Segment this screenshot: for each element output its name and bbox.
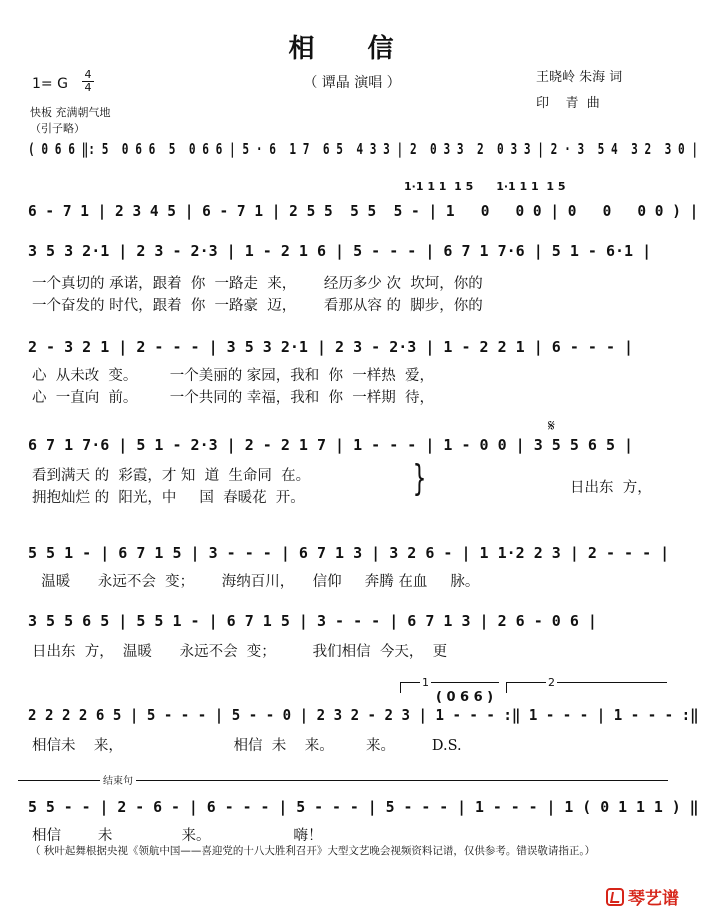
ending-label: 结束句 <box>100 772 136 787</box>
volta-second-label: 2 <box>548 676 555 689</box>
lyric-line-7: 日出东 方， 温暖 永远不会 变； 我们相信 今天， 更 <box>32 644 448 660</box>
lyric-line-4a: 心 从未改 变。 一个美丽的 家园，我和 你 一样热 爱， <box>32 368 434 384</box>
site-watermark <box>606 884 679 909</box>
volta-second-bracket <box>506 682 667 693</box>
key-signature: 1= G <box>32 76 68 92</box>
song-title: 相 信 <box>288 34 416 64</box>
lyric-brace: } <box>412 458 427 499</box>
lyric-line-4b: 心 一直向 前。 一个共同的 幸福，我和 你 一样期 待， <box>32 390 434 406</box>
score-line-1: ( 0 6 6 ‖: 5 0 6 6 5 0 6 6 | 5 · 6 1 7 6 5 4 3 3 | 2 0 3 3 2 0 3 3 | 2 · 3 5 4 3 2 3 0 | <box>28 140 699 158</box>
segno-sign: 𝄋 <box>548 416 555 435</box>
watermark-text: 琴艺谱 <box>628 889 679 909</box>
score-line-3: 3 5 3 2·1 | 2 3 - 2·3 | 1 - 2 1 6 | 5 - - - | 6 7 1 7·6 | 5 1 - 6·1 | <box>28 242 652 260</box>
score-line-7: 3 5 5 6 5 | 5 5 1 - | 6 7 1 5 | 3 - - - | 6 7 1 3 | 2 6 - 0 6 | <box>28 612 597 630</box>
logo-icon <box>606 888 624 906</box>
score-line-6: 5 5 1 - | 6 7 1 5 | 3 - - - | 6 7 1 3 | 3 2 6 - | 1 1·2 2 3 | 2 - - - | <box>28 544 670 562</box>
lyric-side-5: 日出东 方， <box>570 480 652 496</box>
lyric-line-6: 温暖 永远不会 变； 海纳百川， 信仰 奔腾 在血 脉。 <box>32 574 480 590</box>
score-line-8: 2 2 2 2 6 5 | 5 - - - | 5 - - 0 | 2 3 2 - 2 3 | 1 - - - :‖ 1 - - - | 1 - - - :‖ <box>28 706 699 724</box>
footer-note: （ 秋叶起舞根据央视《领航中国——喜迎党的十八大胜利召开》大型文艺晚会视频资料记谱，仅供参考。错误敬请指正。） <box>30 845 596 857</box>
harmony-line-2: 1·1 1 1 1 5 1·1 1 1 1 5 <box>404 180 566 193</box>
composer-credit: 印 青 曲 <box>536 96 600 111</box>
singer-credit: （ 谭晶 演唱 ） <box>303 75 401 91</box>
score-line-5: 6 7 1 7·6 | 5 1 - 2·3 | 2 - 2 1 7 | 1 - - - | 1 - 0 0 | 3 5 5 6 5 | <box>28 436 634 454</box>
tempo-marking: 快板 充满朝气地 <box>30 106 111 119</box>
score-line-2: 6 - 7 1 | 2 3 4 5 | 6 - 7 1 | 2 5 5 5 5 5 - | 1 0 0 0 | 0 0 0 0 ) | <box>28 202 699 220</box>
lyric-line-3b: 一个奋发的 时代，跟着 你 一路豪 迈， 看那从容 的 脚步，你的 <box>32 298 483 314</box>
lyric-line-5a: 看到满天 的 彩霞，才 知 道 生命同 在。 <box>32 468 311 484</box>
lyric-line-9: 相信 未 来。 嗨！ <box>32 828 323 844</box>
lyric-line-3a: 一个真切的 承诺，跟着 你 一路走 来， 经历多少 次 坎坷，你的 <box>32 276 483 292</box>
volta-fill: ( 0 6 6 ) <box>436 690 494 705</box>
intro-note: （引子略） <box>30 122 85 135</box>
lyric-line-8: 相信未 来， 相信 未 来。 来。 D.S. <box>32 738 462 754</box>
lyricist-credit: 王晓岭 朱海 词 <box>536 70 623 85</box>
volta-first-label: 1 <box>422 676 429 689</box>
score-line-9: 5 5 - - | 2 - 6 - | 6 - - - | 5 - - - | 5 - - - | 1 - - - | 1 ( 0 1 1 1 ) ‖ <box>28 798 699 816</box>
score-line-4: 2 - 3 2 1 | 2 - - - | 3 5 3 2·1 | 2 3 - 2·3 | 1 - 2 2 1 | 6 - - - | <box>28 338 634 356</box>
time-signature: 4 4 <box>82 70 94 93</box>
lyric-line-5b: 拥抱灿烂 的 阳光，中 国 春暖花 开。 <box>32 490 305 506</box>
